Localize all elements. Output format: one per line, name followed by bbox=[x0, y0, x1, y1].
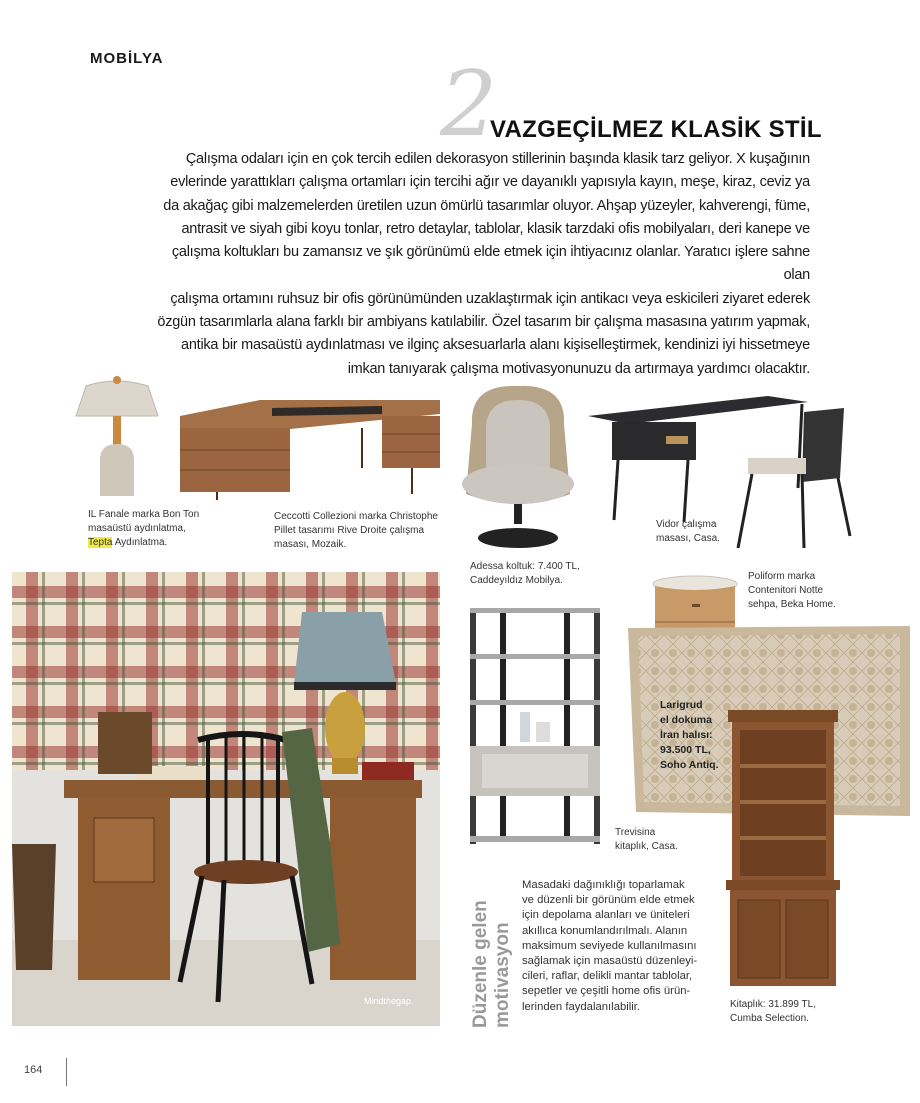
intro-paragraph bbox=[150, 148, 810, 381]
shelf-caption: Trevisina kitaplık, Casa. bbox=[615, 827, 678, 852]
intro-line: çalışma ortamını ruhsuz bir ofis görünümünden uzaklaştırmak için antikacı veya eskicileri ziyaret ederek bbox=[170, 290, 810, 307]
vidor-desk-image bbox=[588, 392, 854, 552]
article-number: 2 bbox=[440, 52, 498, 157]
lamp-caption: IL Fanale marka Bon Ton masaüstü aydınlatma, Tepta Aydınlatma. bbox=[88, 509, 200, 548]
sidebar-title-line: Düzenle gelen bbox=[470, 900, 491, 1028]
intro-line: antika bir masaüstü aydınlatması ve ilginç aksesuarlarla alanı kişiselleştirmek, kendinizi iyi hissetmeye bbox=[181, 337, 810, 354]
lamp-image bbox=[70, 372, 165, 498]
sidebar-title-line: motivasyon bbox=[492, 922, 513, 1028]
armchair-image bbox=[450, 384, 586, 550]
intro-line: evlerinde yarattıkları çalışma ortamları için tercihi ağır ve dayanıklı yapısıyla kayın, meşe, kiraz, ceviz ya bbox=[170, 174, 810, 191]
intro-line: Çalışma odaları için en çok tercih edilen dekorasyon stillerinin başında klasik tarz geliyor. X kuşağının bbox=[185, 151, 810, 167]
bookcase-image bbox=[726, 710, 840, 990]
page-divider bbox=[66, 1058, 67, 1086]
intro-line: özgün tasarımlarla alana farklı bir ambiyans katılabilir. Özel tasarım bir çalışma masasına yatırım yapmak, bbox=[157, 314, 810, 331]
page-number: 164 bbox=[24, 1064, 43, 1076]
intro-line: çalışma koltukları bu zamansız ve şık görünümü elde etmek için ihtiyacınız olanlar. Yaratıcı işlere sahne olan bbox=[171, 244, 810, 284]
desk-caption: Ceccotti Collezioni marka Christophe Pillet tasarımı Rive Droite çalışma masası, Mozaik. bbox=[274, 511, 438, 550]
rug-caption: Larigrud el dokuma İran halısı: 93.500 TL, Soho Antiq. bbox=[660, 699, 719, 771]
side-table-caption: Poliform marka Contenitori Notte sehpa, Beka Home. bbox=[748, 571, 836, 610]
photo-credit: Mindthegap. bbox=[364, 996, 414, 1006]
room-photo bbox=[12, 572, 440, 1026]
sidebar-text: Masadaki dağınıklığı toparlamak ve düzenli bir görünüm elde etmek için depolama alanları ve üniteleri akıllıca konumlandırılmalı. Alanın maksimum seviyede kullanılmasını sağlamak için masaüstü düzenleyi- cileri, raflar, delikli mantar tablolar, sepetler ve çeşitli home ofis ürün- lerinden faydalanılabilir. bbox=[522, 879, 698, 1013]
desk-image bbox=[172, 398, 444, 502]
shelf-image bbox=[466, 608, 604, 848]
intro-line: imkan tanıyarak çalışma motivasyonunuzu da artırmaya yardımcı olacaktır. bbox=[347, 360, 810, 377]
article-title: VAZGEÇİLMEZ KLASİK STİL bbox=[490, 116, 822, 143]
intro-line: antrasit ve siyah gibi koyu tonlar, retro detaylar, tablolar, klasik tarzdaki ofis mobilyaları, deri kanepe ve bbox=[181, 220, 810, 237]
sidebar-title bbox=[468, 870, 528, 1030]
intro-line: da akağaç gibi malzemelerden üretilen uzun ömürlü tasarımlar oluyor. Ahşap yüzeyler, kahverengi, füme, bbox=[163, 197, 810, 214]
brand-highlight: Tepta bbox=[88, 537, 113, 548]
vidor-caption: Vidor çalışma masası, Casa. bbox=[656, 519, 720, 544]
bookcase-caption: Kitaplık: 31.899 TL, Cumba Selection. bbox=[730, 999, 816, 1024]
chair-caption: Adessa koltuk: 7.400 TL, Caddeyıldız Mobilya. bbox=[470, 561, 580, 586]
section-label: MOBİLYA bbox=[90, 50, 164, 67]
